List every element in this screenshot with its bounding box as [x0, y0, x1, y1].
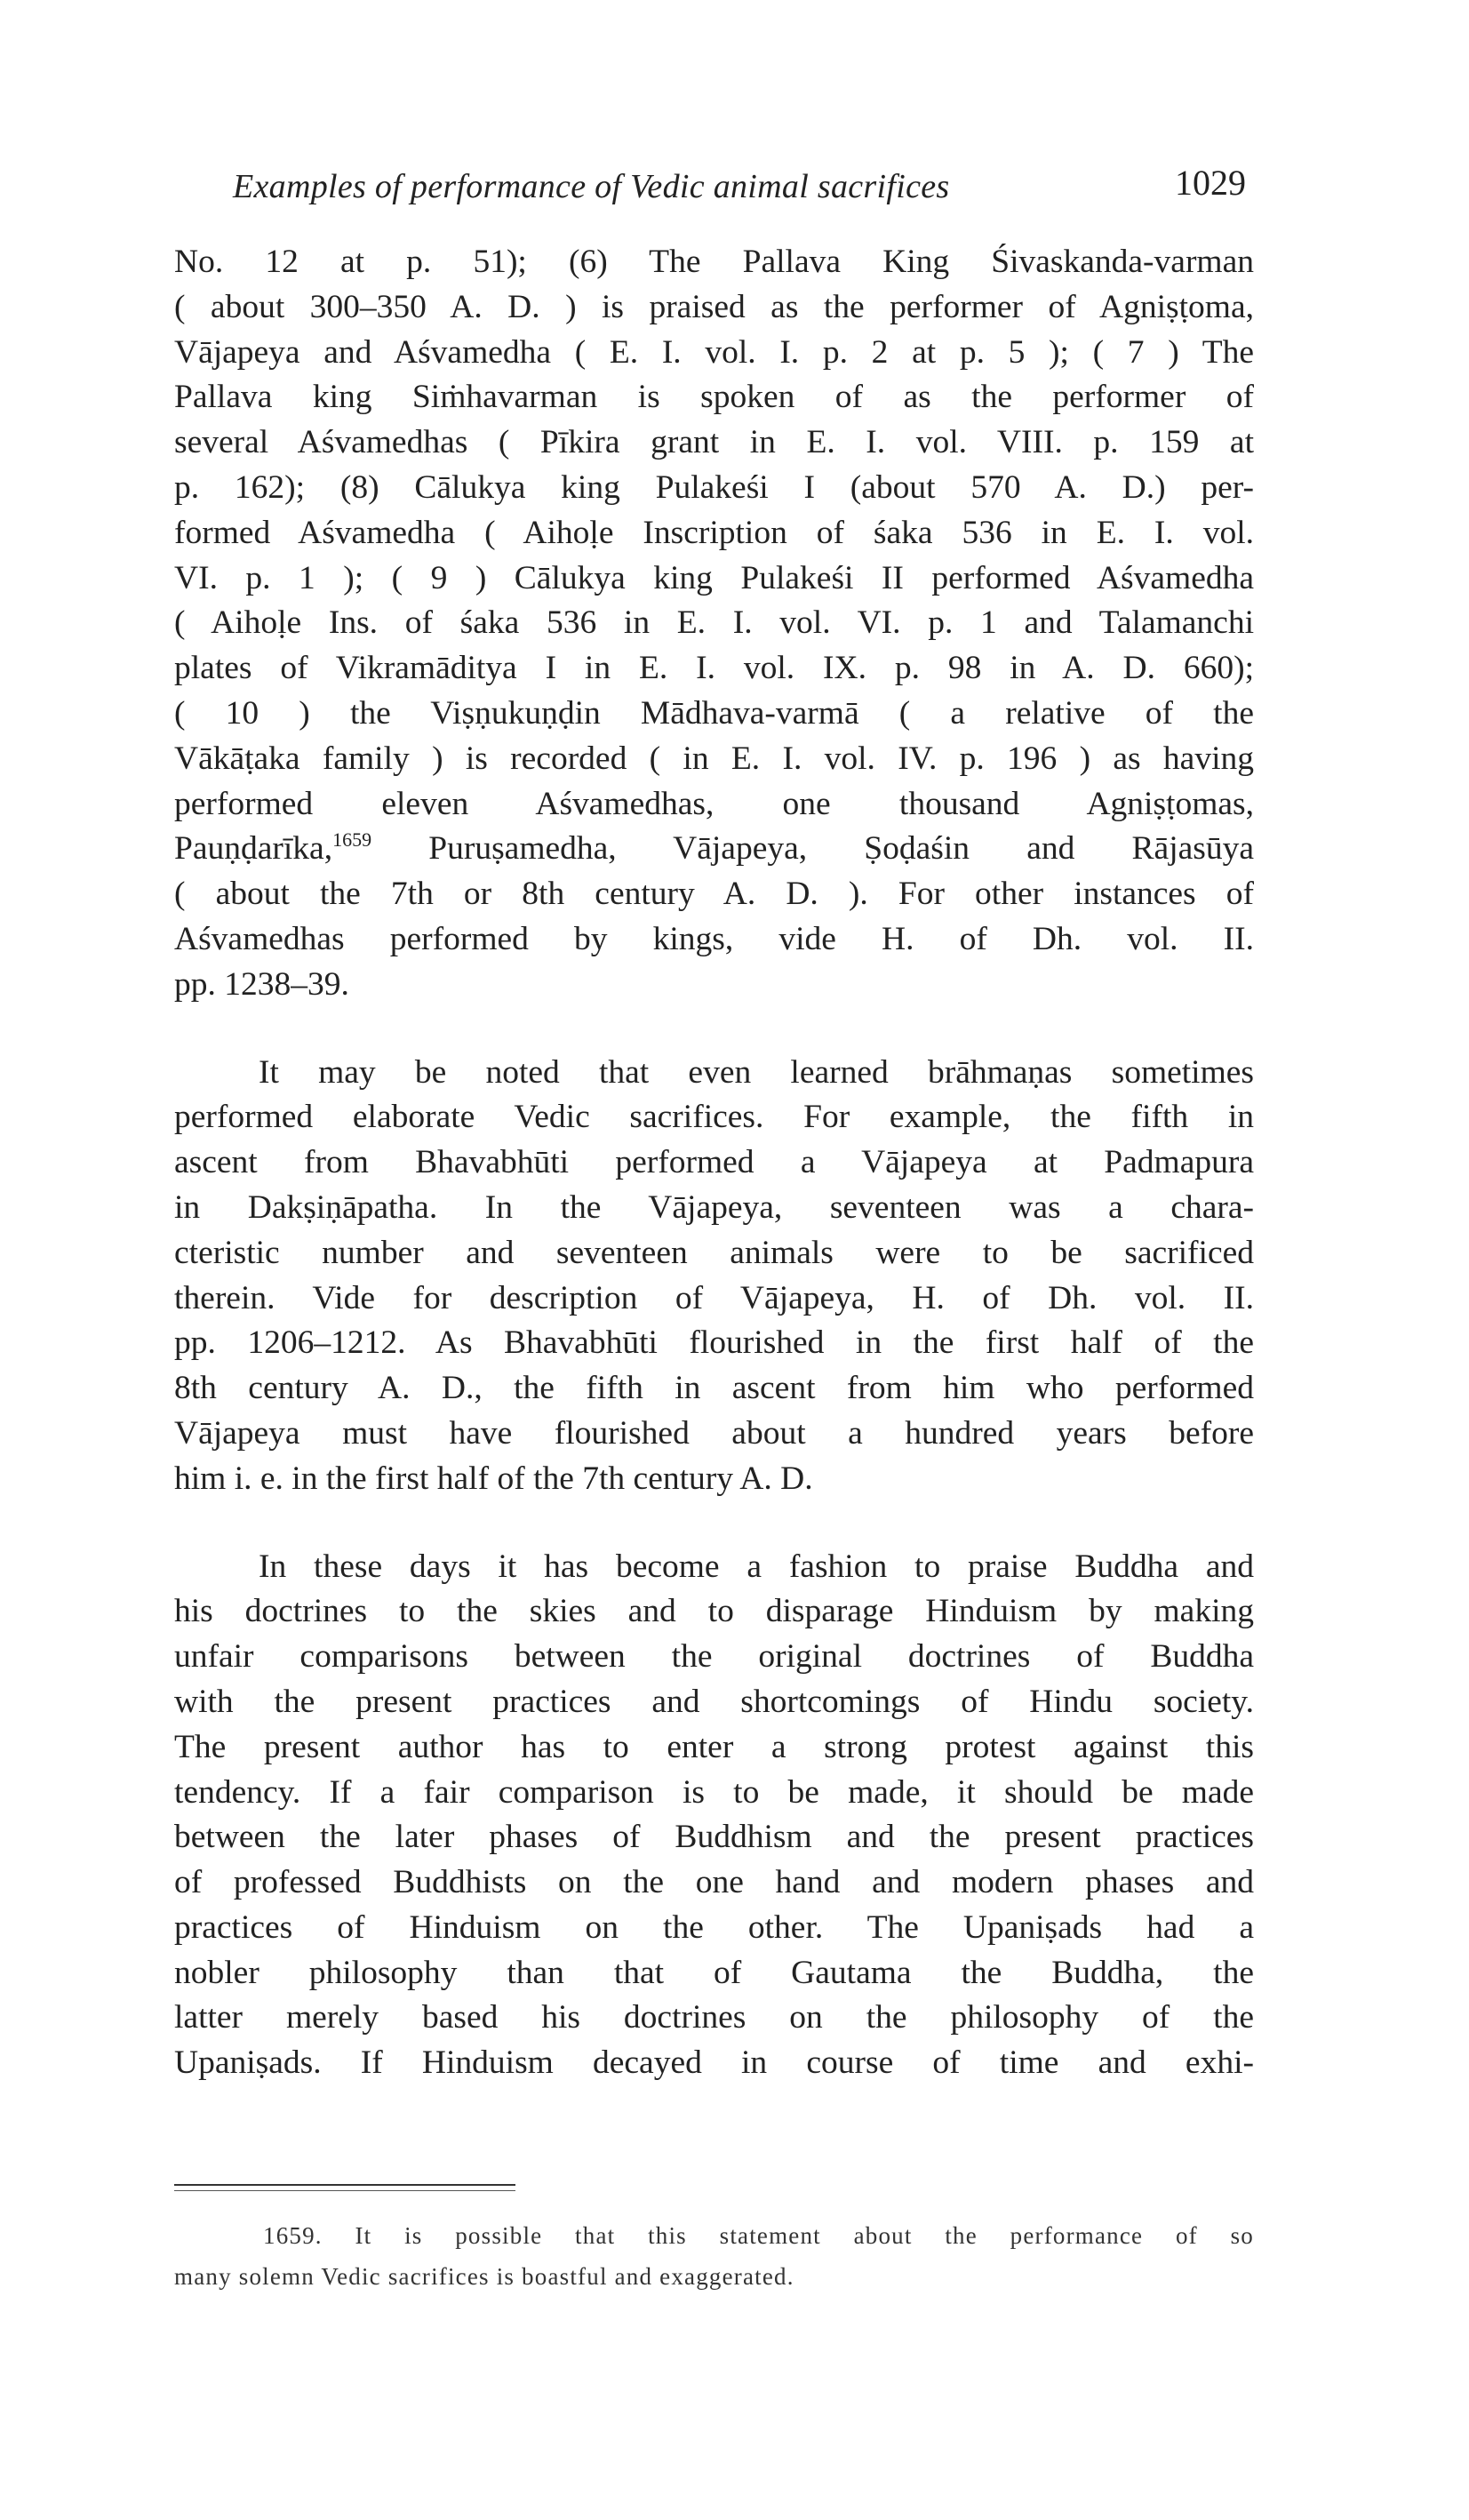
- text-line: The present author has to enter a strong protest against this: [174, 1728, 1254, 1765]
- text-line: tendency. If a fair comparison is to be made, it should be made: [174, 1773, 1254, 1811]
- text-line: It may be noted that even learned brāhmaṇas sometimes: [259, 1053, 1254, 1091]
- paragraph-2: [174, 1051, 1254, 1502]
- paragraph-3: [174, 1545, 1254, 2087]
- text-line: VI. p. 1 ); ( 9 ) Cālukya king Pulakeśi II performed Aśvamedha: [174, 559, 1254, 596]
- text-line: Vākāṭaka family ) is recorded ( in E. I. vol. IV. p. 196 ) as having: [174, 740, 1254, 777]
- text-line: cteristic number and seventeen animals were to be sacrificed: [174, 1234, 1254, 1271]
- text-line: ( Aihoḷe Ins. of śaka 536 in E. I. vol. VI. p. 1 and Talamanchi: [174, 604, 1254, 642]
- text-line: ( 10 ) the Viṣṇukuṇḍin Mādhava-varmā ( a relative of the: [174, 694, 1254, 732]
- text-line: No. 12 at p. 51); (6) The Pallava King Śivaskanda-varman: [174, 244, 1254, 280]
- body-text: [174, 240, 1254, 2086]
- text-line: ( about 300–350 A. D. ) is praised as the performer of Agniṣṭoma,: [174, 288, 1254, 325]
- text-line: formed Aśvamedha ( Aihoḷe Inscription of śaka 536 in E. I. vol.: [174, 514, 1254, 551]
- footnote-divider: [174, 2184, 515, 2186]
- text-line: in Dakṣiṇāpatha. In the Vājapeya, seventeen was a chara-: [174, 1188, 1254, 1226]
- text-line: Upaniṣads. If Hinduism decayed in course of time and exhi-: [174, 2044, 1254, 2082]
- text-line: nobler philosophy than that of Gautama the Buddha, the: [174, 1954, 1254, 1991]
- text-line: his doctrines to the skies and to disparage Hinduism by making: [174, 1593, 1254, 1630]
- text-line: performed eleven Aśvamedhas, one thousand Agniṣṭomas,: [174, 785, 1254, 822]
- text-line: therein. Vide for description of Vājapeya, H. of Dh. vol. II.: [174, 1279, 1254, 1316]
- footnote-line: 1659. It is possible that this statement about the performance of so: [263, 2222, 1254, 2249]
- page-number: 1029: [1175, 163, 1246, 203]
- page-header: [233, 163, 1246, 220]
- text-line: pp. 1238–39.: [174, 965, 349, 1003]
- text-line: Pallava king Siṁhavarman is spoken of as the performer of: [174, 379, 1254, 416]
- footnote-line: many solemn Vedic sacrifices is boastful and exaggerated.: [174, 2263, 794, 2290]
- paragraph-gap: [174, 1502, 1254, 1545]
- text-line: latter merely based his doctrines on the philosophy of the: [174, 1999, 1254, 2036]
- text-line: ( about the 7th or 8th century A. D. ). For other instances of: [174, 876, 1254, 913]
- text-line: pp. 1206–1212. As Bhavabhūti flourished in the first half of the: [174, 1324, 1254, 1362]
- text-fragment: Puruṣamedha, Vājapeya, Ṣoḍaśin and Rājasūya: [371, 830, 1254, 868]
- text-line: performed elaborate Vedic sacrifices. For example, the fifth in: [174, 1099, 1254, 1136]
- text-line: practices of Hinduism on the other. The Upaniṣads had a: [174, 1908, 1254, 1946]
- text-line: 8th century A. D., the fifth in ascent from him who performed: [174, 1370, 1254, 1407]
- text-line: In these days it has become a fashion to praise Buddha and: [259, 1548, 1254, 1585]
- paragraph-1: [174, 240, 1254, 1008]
- text-line: ascent from Bhavabhūti performed a Vājapeya at Padmapura: [174, 1144, 1254, 1181]
- text-line-with-footnote: [174, 827, 1254, 872]
- text-line: him i. e. in the first half of the 7th century A. D.: [174, 1460, 813, 1497]
- footnote-divider-secondary: [174, 2190, 515, 2191]
- text-line: with the present practices and shortcomings of Hindu society.: [174, 1683, 1254, 1720]
- footnote-reference[interactable]: 1659: [332, 828, 372, 852]
- paragraph-gap: [174, 1008, 1254, 1051]
- text-line: unfair comparisons between the original doctrines of Buddha: [174, 1638, 1254, 1676]
- text-line: between the later phases of Buddhism and the present practices: [174, 1819, 1254, 1856]
- text-line: several Aśvamedhas ( Pīkira grant in E. I. vol. VIII. p. 159 at: [174, 424, 1254, 461]
- running-title: Examples of performance of Vedic animal sacrifices: [233, 168, 950, 205]
- text-line: Vājapeya must have flourished about a hundred years before: [174, 1414, 1254, 1452]
- text-fragment: Pauṇḍarīka,: [174, 830, 333, 868]
- text-line: Vājapeya and Aśvamedha ( E. I. vol. I. p. 2 at p. 5 ); ( 7 ) The: [174, 333, 1254, 371]
- text-line: Aśvamedhas performed by kings, vide H. of Dh. vol. II.: [174, 920, 1254, 957]
- text-line: of professed Buddhists on the one hand and modern phases and: [174, 1864, 1254, 1901]
- footnotes: [174, 2215, 1254, 2297]
- text-line: p. 162); (8) Cālukya king Pulakeśi I (about 570 A. D.) per-: [174, 468, 1254, 506]
- text-line: plates of Vikramāditya I in E. I. vol. IX. p. 98 in A. D. 660);: [174, 650, 1254, 687]
